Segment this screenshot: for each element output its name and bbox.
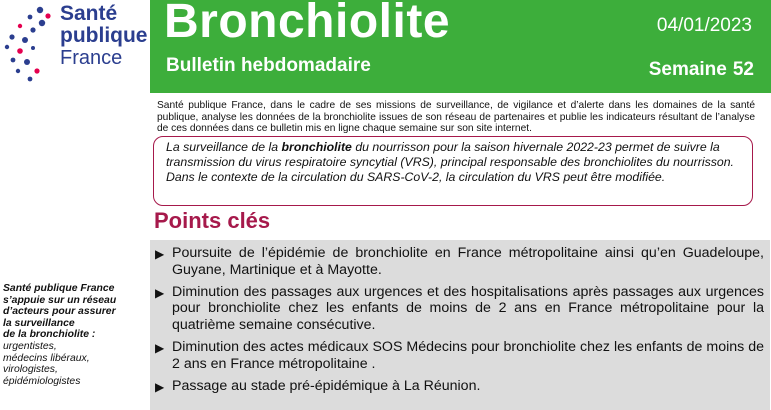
key-points-heading: Points clés: [154, 208, 271, 233]
summary-box: [153, 136, 753, 206]
key-points-list: [150, 240, 770, 410]
key-point-item: [154, 284, 764, 334]
week-number: 52: [732, 59, 754, 80]
key-point-item: [154, 339, 764, 373]
bulletin-header: [150, 0, 771, 93]
key-point-text: Poursuite de l’épidémie de bronchiolite en France métropolitaine ainsi qu’en Guadeloupe, Guyane, Martinique et à Mayotte.: [172, 245, 764, 278]
summary-text-end: du nourrisson pour la saison hivernale 2022-23 permet de suivre la transmission du virus respiratoire syncytial (VRS), principal responsable des bronchiolites du nourrisson. Dans le contexte de la circulation du SARS-CoV-2, la circulation du VRS peut être modifiée.: [166, 140, 734, 184]
spf-logo: [0, 0, 150, 95]
logo-wordmark: [60, 3, 148, 69]
key-point-text: Passage au stade pré-épidémique à La Réunion.: [172, 377, 481, 394]
logo-line-1: Santé: [60, 2, 118, 25]
sidebar-bold-line: d’acteurs pour assurer: [3, 306, 116, 318]
bulletin-week: [649, 59, 754, 81]
sidebar-line: virologistes,: [3, 364, 58, 376]
bulletin-subtitle: Bulletin hebdomadaire: [166, 55, 371, 76]
sidebar-line: épidémiologistes: [3, 375, 81, 387]
sidebar-bold-line: la surveillance: [3, 317, 75, 329]
logo-line-3: France: [60, 47, 123, 69]
intro-paragraph: Santé publique France, dans le cadre de ses missions de surveillance, de vigilance et d’alerte dans les domaines de la santé publique, analyse les données de la bronchiolite issues de son réseau de partenaires et publie les indicateurs résultant de l’analyse de ces données dans ce bulletin mis en ligne chaque semaine sur son site internet.: [157, 100, 755, 135]
sidebar-bold-line: de la bronchiolite :: [3, 329, 96, 341]
week-label: Semaine: [648, 59, 727, 80]
sidebar-line: urgentistes,: [3, 340, 57, 352]
bulletin-title: Bronchiolite: [164, 0, 451, 48]
sidebar-network-note: [3, 283, 148, 387]
bullet-arrow-icon: ▶: [155, 379, 165, 394]
sidebar-bold-line: Santé publique France: [3, 283, 115, 294]
bullet-arrow-icon: ▶: [155, 285, 165, 300]
sidebar-bold-line: s’appuie sur un réseau: [3, 294, 117, 306]
bullet-arrow-icon: ▶: [155, 340, 165, 355]
key-point-text: Diminution des passages aux urgences et des hospitalisations après passages aux urgences pour bronchiolite chez les enfants de moins de 2 ans en France métropolitaine pour la quatrième semaine consécutive.: [172, 283, 764, 334]
key-point-item: [154, 378, 764, 395]
sidebar-line: médecins libéraux,: [3, 352, 90, 364]
logo-line-2: publique: [60, 24, 148, 47]
logo-dots-icon: [2, 4, 60, 84]
summary-text-bold: bronchiolite: [281, 140, 352, 154]
key-point-text: Diminution des actes médicaux SOS Médecins pour bronchiolite chez les enfants de moins de 2 ans en France métropolitaine .: [172, 338, 764, 372]
bulletin-date: 04/01/2023: [656, 15, 752, 36]
bullet-arrow-icon: ▶: [155, 247, 165, 261]
summary-text-start: La surveillance de la: [166, 140, 282, 154]
key-point-item: [154, 245, 764, 279]
